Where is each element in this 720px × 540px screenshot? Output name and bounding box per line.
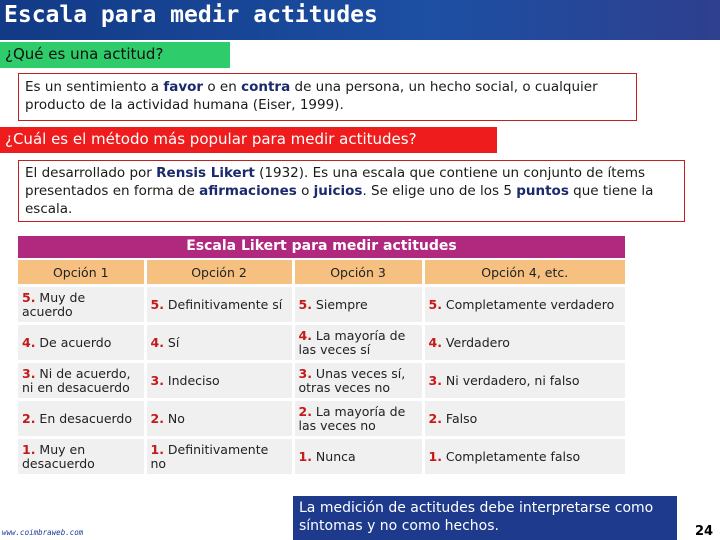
table-cell xyxy=(145,438,293,476)
table-cell xyxy=(423,400,625,438)
table-cell xyxy=(18,400,145,438)
table-cell xyxy=(423,324,625,362)
question-popular-method: ¿Cuál es el método más popular para medir actitudes? xyxy=(0,127,497,153)
option-number: 3. xyxy=(428,372,442,388)
table-cell xyxy=(18,438,145,476)
title-bar xyxy=(0,0,720,40)
header-opcion-3: Opción 3 xyxy=(293,260,423,286)
option-number: 3. xyxy=(22,365,36,381)
table-row xyxy=(18,438,625,476)
option-number: 5. xyxy=(150,296,164,312)
definition-box xyxy=(18,73,637,121)
method-text: El desarrollado por xyxy=(25,165,157,181)
page-number: 24 xyxy=(695,524,714,539)
option-text: Completamente verdadero xyxy=(441,296,615,312)
header-opcion-2: Opción 2 xyxy=(145,260,293,286)
definition-text: Es un sentimiento a xyxy=(25,79,164,95)
option-text: Completamente falso xyxy=(441,448,581,464)
table-cell xyxy=(293,438,423,476)
table-cell xyxy=(18,324,145,362)
option-number: 1. xyxy=(298,448,312,464)
method-box xyxy=(18,160,685,222)
likert-table-title: Escala Likert para medir actitudes xyxy=(18,236,625,258)
option-number: 5. xyxy=(22,289,36,305)
slide-title: Escala para medir actitudes xyxy=(4,2,378,28)
option-number: 4. xyxy=(22,334,36,350)
table-cell xyxy=(293,362,423,400)
option-number: 2. xyxy=(428,410,442,426)
definition-text: o en xyxy=(203,79,242,95)
option-text: Nunca xyxy=(311,448,356,464)
option-number: 3. xyxy=(298,365,312,381)
option-number: 4. xyxy=(150,334,164,350)
note-box: La medición de actitudes debe interpretarse como síntomas y no como hechos. xyxy=(293,496,677,540)
option-number: 2. xyxy=(298,403,312,419)
table-cell xyxy=(18,286,145,324)
table-cell xyxy=(18,362,145,400)
table-cell xyxy=(145,286,293,324)
option-number: 5. xyxy=(428,296,442,312)
option-number: 5. xyxy=(298,296,312,312)
table-cell xyxy=(145,400,293,438)
highlight-afirmaciones: afirmaciones xyxy=(199,183,297,199)
table-row xyxy=(18,362,625,400)
likert-header-row xyxy=(18,260,625,286)
method-text: que tiene la escala. xyxy=(25,183,654,217)
question-what-is-attitude: ¿Qué es una actitud? xyxy=(0,42,230,68)
option-text: Falso xyxy=(441,410,478,426)
highlight-author: Rensis Likert xyxy=(156,165,255,181)
option-number: 1. xyxy=(428,448,442,464)
option-text: Sí xyxy=(163,334,180,350)
definition-text: de una persona, un hecho social, o cualquier producto de la actividad humana xyxy=(25,79,598,113)
table-row xyxy=(18,400,625,438)
option-number: 3. xyxy=(150,372,164,388)
option-text: Indeciso xyxy=(163,372,220,388)
table-cell xyxy=(145,362,293,400)
highlight-favor: favor xyxy=(163,79,204,95)
option-number: 4. xyxy=(298,327,312,343)
table-cell xyxy=(293,324,423,362)
header-opcion-4: Opción 4, etc. xyxy=(423,260,625,286)
option-number: 1. xyxy=(150,441,164,457)
table-cell xyxy=(423,286,625,324)
header-opcion-1: Opción 1 xyxy=(18,260,145,286)
option-text: Definitivamente no xyxy=(150,441,269,471)
option-number: 4. xyxy=(428,334,442,350)
table-cell xyxy=(145,324,293,362)
option-text: No xyxy=(163,410,185,426)
option-text: Siempre xyxy=(311,296,368,312)
option-text: Definitivamente sí xyxy=(163,296,283,312)
option-number: 2. xyxy=(150,410,164,426)
option-text: Muy en desacuerdo xyxy=(22,441,95,471)
highlight-contra: contra xyxy=(241,79,291,95)
highlight-puntos: puntos xyxy=(516,183,569,199)
highlight-juicios: juicios xyxy=(313,183,363,199)
method-text: o xyxy=(296,183,314,199)
table-row xyxy=(18,286,625,324)
definition-text: . xyxy=(339,97,344,113)
option-text: De acuerdo xyxy=(35,334,112,350)
table-row xyxy=(18,324,625,362)
option-number: 1. xyxy=(22,441,36,457)
option-text: Unas veces sí, otras veces no xyxy=(298,365,406,395)
option-text: Ni verdadero, ni falso xyxy=(441,372,580,388)
option-number: 2. xyxy=(22,410,36,426)
method-text: . Se elige uno de los 5 xyxy=(362,183,517,199)
table-cell xyxy=(423,362,625,400)
table-cell xyxy=(423,438,625,476)
definition-source: (Eiser, 1999) xyxy=(252,97,340,113)
option-text: Verdadero xyxy=(441,334,510,350)
option-text: En desacuerdo xyxy=(35,410,133,426)
option-text: Ni de acuerdo, ni en desacuerdo xyxy=(22,365,131,395)
option-text: Muy de acuerdo xyxy=(22,289,86,319)
option-text: La mayoría de las veces sí xyxy=(298,327,406,357)
option-text: La mayoría de las veces no xyxy=(298,403,406,433)
method-text: (1932). Es una escala que contiene un conjunto de ítems presentados en forma de xyxy=(25,165,645,199)
likert-table xyxy=(18,260,625,477)
table-cell xyxy=(293,400,423,438)
footer-url: www.coimbraweb.com xyxy=(2,528,84,537)
table-cell xyxy=(293,286,423,324)
